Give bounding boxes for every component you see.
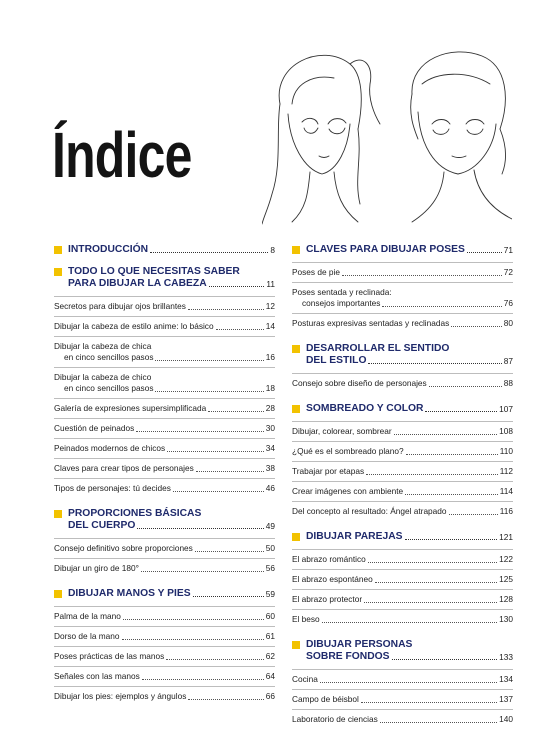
entry-line	[54, 352, 275, 363]
entry-title: Peinados modernos de chicos	[54, 443, 166, 453]
entry-title: Dibujar la cabeza de chica	[54, 341, 152, 351]
toc-left-column	[54, 244, 275, 716]
entry-page-number: 34	[265, 443, 275, 453]
entry-line	[54, 543, 275, 554]
toc-section	[54, 244, 275, 256]
toc-entry[interactable]	[54, 336, 275, 367]
toc-entry[interactable]	[54, 458, 275, 478]
section-title-line	[68, 266, 275, 278]
section-title-line	[68, 278, 275, 290]
section-heading[interactable]	[54, 266, 275, 290]
entry-title: Poses prácticas de las manos	[54, 651, 165, 661]
entry-page-number: 128	[499, 594, 513, 604]
entry-line	[54, 372, 275, 383]
section-title-line	[306, 403, 513, 415]
entry-line	[292, 466, 513, 477]
entry-page-number: 76	[503, 298, 513, 308]
leader-dots	[449, 514, 498, 515]
toc-entry[interactable]	[292, 441, 513, 461]
anime-characters-illustration	[262, 44, 512, 229]
leader-dots	[368, 562, 497, 563]
toc-entry[interactable]	[292, 262, 513, 282]
leader-dots	[429, 386, 502, 387]
entry-line	[292, 594, 513, 605]
entry-title: Claves para crear tipos de personajes	[54, 463, 194, 473]
entry-line	[54, 671, 275, 682]
leader-dots	[123, 619, 264, 620]
entry-line	[54, 383, 275, 394]
toc-right-column	[292, 244, 513, 739]
entry-line	[54, 423, 275, 434]
section-title-text: DIBUJAR MANOS Y PIES	[68, 588, 191, 599]
section-title-line	[68, 588, 275, 600]
toc-section	[292, 244, 513, 333]
section-page-number: 71	[503, 245, 513, 255]
toc-entry[interactable]	[54, 398, 275, 418]
entry-title: El beso	[292, 614, 320, 624]
toc-entry[interactable]	[54, 606, 275, 626]
toc-entry[interactable]	[292, 689, 513, 709]
yellow-bullet-icon	[292, 345, 300, 353]
section-title	[68, 508, 275, 532]
entry-page-number: 46	[265, 483, 275, 493]
entry-line	[292, 554, 513, 565]
section-title-line	[68, 244, 275, 256]
leader-dots	[451, 326, 502, 327]
entry-page-number: 61	[265, 631, 275, 641]
entry-line	[54, 611, 275, 622]
yellow-bullet-icon	[292, 246, 300, 254]
section-heading[interactable]	[292, 403, 513, 415]
leader-dots	[320, 682, 497, 683]
leader-dots	[322, 622, 497, 623]
toc-entry[interactable]	[292, 669, 513, 689]
entry-page-number: 50	[265, 543, 275, 553]
entry-line	[54, 691, 275, 702]
toc-section	[54, 508, 275, 578]
entry-line	[292, 674, 513, 685]
entry-page-number: 18	[265, 383, 275, 393]
section-title-line	[306, 639, 513, 651]
entry-title: consejos importantes	[302, 298, 381, 308]
leader-dots	[361, 702, 497, 703]
entry-page-number: 30	[265, 423, 275, 433]
entry-title: Laboratorio de ciencias	[292, 714, 378, 724]
toc-section	[54, 588, 275, 706]
entry-line	[54, 483, 275, 494]
entry-line	[54, 563, 275, 574]
toc-section	[292, 531, 513, 629]
entry-page-number: 108	[499, 426, 513, 436]
leader-dots	[155, 360, 263, 361]
section-page-number: 8	[270, 245, 275, 255]
entry-title: Consejo definitivo sobre proporciones	[54, 543, 193, 553]
toc-entry[interactable]	[292, 313, 513, 333]
leader-dots	[137, 528, 263, 529]
entry-line	[292, 574, 513, 585]
leader-dots	[142, 679, 264, 680]
section-title-text: SOMBREADO Y COLOR	[306, 403, 424, 414]
section-heading[interactable]	[292, 531, 513, 543]
toc-section	[54, 266, 275, 498]
leader-dots	[380, 722, 497, 723]
entry-line	[292, 614, 513, 625]
section-heading[interactable]	[292, 639, 513, 663]
entry-line	[54, 341, 275, 352]
entry-line	[292, 714, 513, 725]
entry-page-number: 122	[499, 554, 513, 564]
leader-dots	[208, 411, 264, 412]
entry-title: Cocina	[292, 674, 318, 684]
section-title-text: DESARROLLAR EL SENTIDO	[306, 343, 450, 354]
entry-title: Tipos de personajes: tú decides	[54, 483, 171, 493]
section-title	[306, 403, 513, 415]
entry-line	[54, 631, 275, 642]
leader-dots	[368, 363, 501, 364]
entry-line	[54, 651, 275, 662]
toc-entry[interactable]	[54, 418, 275, 438]
section-title-text: SOBRE FONDOS	[306, 651, 390, 662]
entry-page-number: 110	[499, 446, 513, 456]
entry-title: Dibujar un giro de 180°	[54, 563, 139, 573]
toc-section	[292, 639, 513, 729]
section-heading[interactable]	[292, 343, 513, 367]
entry-page-number: 88	[503, 378, 513, 388]
leader-dots	[394, 434, 498, 435]
entry-title: Crear imágenes con ambiente	[292, 486, 404, 496]
entry-title: Poses sentada y reclinada:	[292, 287, 392, 297]
section-page-number: 121	[499, 532, 513, 542]
leader-dots	[366, 474, 498, 475]
leader-dots	[342, 275, 502, 276]
leader-dots	[405, 494, 498, 495]
leader-dots	[467, 252, 502, 253]
entry-title: Poses de pie	[292, 267, 340, 277]
section-title-line	[68, 508, 275, 520]
yellow-bullet-icon	[54, 590, 62, 598]
entry-title: Secretos para dibujar ojos brillantes	[54, 301, 186, 311]
entry-title: Dibujar la cabeza de chico	[54, 372, 152, 382]
toc-entry[interactable]	[292, 549, 513, 569]
toc-entry[interactable]	[292, 481, 513, 501]
leader-dots	[406, 454, 498, 455]
section-title	[68, 588, 275, 600]
section-heading[interactable]	[54, 588, 275, 600]
entry-page-number: 140	[499, 714, 513, 724]
section-title-line	[306, 244, 513, 256]
yellow-bullet-icon	[54, 268, 62, 276]
leader-dots	[166, 659, 264, 660]
entry-title: en cinco sencillos pasos	[64, 352, 154, 362]
toc-entry[interactable]	[292, 569, 513, 589]
page-title: Índice	[52, 119, 192, 191]
entry-page-number: 16	[265, 352, 275, 362]
entry-page-number: 125	[499, 574, 513, 584]
leader-dots	[150, 252, 268, 253]
entry-page-number: 112	[499, 466, 513, 476]
toc-entry[interactable]	[54, 558, 275, 578]
entry-page-number: 28	[265, 403, 275, 413]
toc-entry[interactable]	[54, 296, 275, 316]
entry-page-number: 66	[265, 691, 275, 701]
entry-page-number: 134	[499, 674, 513, 684]
entry-line	[292, 318, 513, 329]
toc-entry[interactable]	[292, 282, 513, 313]
entry-line	[292, 694, 513, 705]
leader-dots	[155, 391, 263, 392]
section-page-number: 11	[266, 279, 275, 289]
entry-line	[54, 321, 275, 332]
entry-title: Galería de expresiones supersimplificada	[54, 403, 207, 413]
section-title	[306, 244, 513, 256]
section-title-text: DEL CUERPO	[68, 520, 136, 531]
leader-dots	[141, 571, 264, 572]
entry-title: Señales con las manos	[54, 671, 140, 681]
entry-line	[54, 443, 275, 454]
yellow-bullet-icon	[54, 510, 62, 518]
entry-page-number: 72	[503, 267, 513, 277]
section-title-text: DIBUJAR PERSONAS	[306, 639, 413, 650]
entry-page-number: 130	[499, 614, 513, 624]
toc-entry[interactable]	[54, 478, 275, 498]
entry-line	[54, 463, 275, 474]
toc-entry[interactable]	[54, 626, 275, 646]
toc-entry[interactable]	[292, 589, 513, 609]
entry-line	[292, 267, 513, 278]
entry-line	[54, 301, 275, 312]
toc-entry[interactable]	[54, 316, 275, 336]
section-page-number: 133	[499, 652, 513, 662]
section-title-line	[306, 531, 513, 543]
section-title-text: PROPORCIONES BÁSICAS	[68, 508, 202, 519]
yellow-bullet-icon	[292, 405, 300, 413]
section-page-number: 87	[503, 356, 513, 366]
leader-dots	[405, 539, 498, 540]
entry-title: Dibujar los pies: ejemplos y ángulos	[54, 691, 187, 701]
entry-line	[292, 378, 513, 389]
entry-line	[292, 426, 513, 437]
toc-entry[interactable]	[292, 461, 513, 481]
section-title-line	[306, 343, 513, 355]
toc-entry[interactable]	[54, 538, 275, 558]
toc-entry[interactable]	[54, 646, 275, 666]
leader-dots	[188, 699, 263, 700]
entry-title: Dorso de la mano	[54, 631, 120, 641]
section-title	[68, 244, 275, 256]
entry-title: Posturas expresivas sentadas y reclinadas	[292, 318, 450, 328]
entry-title: Del concepto al resultado: Ángel atrapado	[292, 506, 447, 516]
leader-dots	[216, 329, 264, 330]
toc-entry[interactable]	[292, 421, 513, 441]
leader-dots	[382, 306, 501, 307]
entry-page-number: 12	[265, 301, 275, 311]
entry-title: Dibujar la cabeza de estilo anime: lo básico	[54, 321, 214, 331]
entry-title: Campo de béisbol	[292, 694, 359, 704]
entry-title: El abrazo protector	[292, 594, 363, 604]
section-title	[306, 343, 513, 367]
entry-title: Dibujar, colorear, sombrear	[292, 426, 392, 436]
section-title-text: INTRODUCCIÓN	[68, 244, 149, 255]
toc-entry[interactable]	[292, 609, 513, 629]
section-page-number: 107	[499, 404, 513, 414]
toc-entry[interactable]	[54, 367, 275, 398]
leader-dots	[209, 286, 265, 287]
section-title-text: PARA DIBUJAR LA CABEZA	[68, 278, 207, 289]
toc-entry[interactable]	[292, 501, 513, 521]
toc-section	[292, 403, 513, 521]
leader-dots	[136, 431, 264, 432]
section-title	[306, 639, 513, 663]
section-title-line	[306, 651, 513, 663]
leader-dots	[364, 602, 497, 603]
section-title	[68, 266, 275, 290]
entry-page-number: 116	[499, 506, 513, 516]
entry-page-number: 64	[265, 671, 275, 681]
section-title-text: CLAVES PARA DIBUJAR POSES	[306, 244, 465, 255]
yellow-bullet-icon	[292, 641, 300, 649]
leader-dots	[167, 451, 264, 452]
entry-line	[292, 506, 513, 517]
entry-line	[292, 287, 513, 298]
entry-page-number: 62	[265, 651, 275, 661]
entry-title: en cinco sencillos pasos	[64, 383, 154, 393]
leader-dots	[392, 659, 498, 660]
entry-title: Palma de la mano	[54, 611, 121, 621]
entry-line	[292, 486, 513, 497]
leader-dots	[425, 411, 497, 412]
leader-dots	[188, 309, 264, 310]
section-title	[306, 531, 513, 543]
entry-title: Trabajar por etapas	[292, 466, 365, 476]
leader-dots	[193, 596, 264, 597]
toc-entry[interactable]	[54, 438, 275, 458]
entry-title: ¿Qué es el sombreado plano?	[292, 446, 404, 456]
entry-title: Consejo sobre diseño de personajes	[292, 378, 427, 388]
entry-line	[54, 403, 275, 414]
yellow-bullet-icon	[54, 246, 62, 254]
leader-dots	[196, 471, 264, 472]
section-title-text: DIBUJAR PAREJAS	[306, 531, 403, 542]
entry-page-number: 80	[503, 318, 513, 328]
section-title-line	[306, 355, 513, 367]
section-heading[interactable]	[54, 244, 275, 256]
section-title-line	[68, 520, 275, 532]
entry-title: El abrazo romántico	[292, 554, 366, 564]
entry-page-number: 114	[499, 486, 513, 496]
section-title-text: TODO LO QUE NECESITAS SABER	[68, 266, 240, 277]
toc-entry[interactable]	[54, 686, 275, 706]
entry-line	[292, 298, 513, 309]
leader-dots	[173, 491, 264, 492]
section-heading[interactable]	[54, 508, 275, 532]
entry-title: Cuestión de peinados	[54, 423, 135, 433]
leader-dots	[122, 639, 264, 640]
toc-section	[292, 343, 513, 393]
entry-page-number: 56	[265, 563, 275, 573]
section-heading[interactable]	[292, 244, 513, 256]
entry-title: El abrazo espontáneo	[292, 574, 373, 584]
toc-entry[interactable]	[292, 709, 513, 729]
entry-page-number: 60	[265, 611, 275, 621]
section-page-number: 59	[265, 589, 275, 599]
toc-entry[interactable]	[292, 373, 513, 393]
entry-page-number: 14	[265, 321, 275, 331]
leader-dots	[375, 582, 497, 583]
leader-dots	[195, 551, 264, 552]
section-title-text: DEL ESTILO	[306, 355, 367, 366]
toc-entry[interactable]	[54, 666, 275, 686]
section-page-number: 49	[265, 521, 275, 531]
entry-page-number: 137	[499, 694, 513, 704]
yellow-bullet-icon	[292, 533, 300, 541]
entry-line	[292, 446, 513, 457]
entry-page-number: 38	[265, 463, 275, 473]
